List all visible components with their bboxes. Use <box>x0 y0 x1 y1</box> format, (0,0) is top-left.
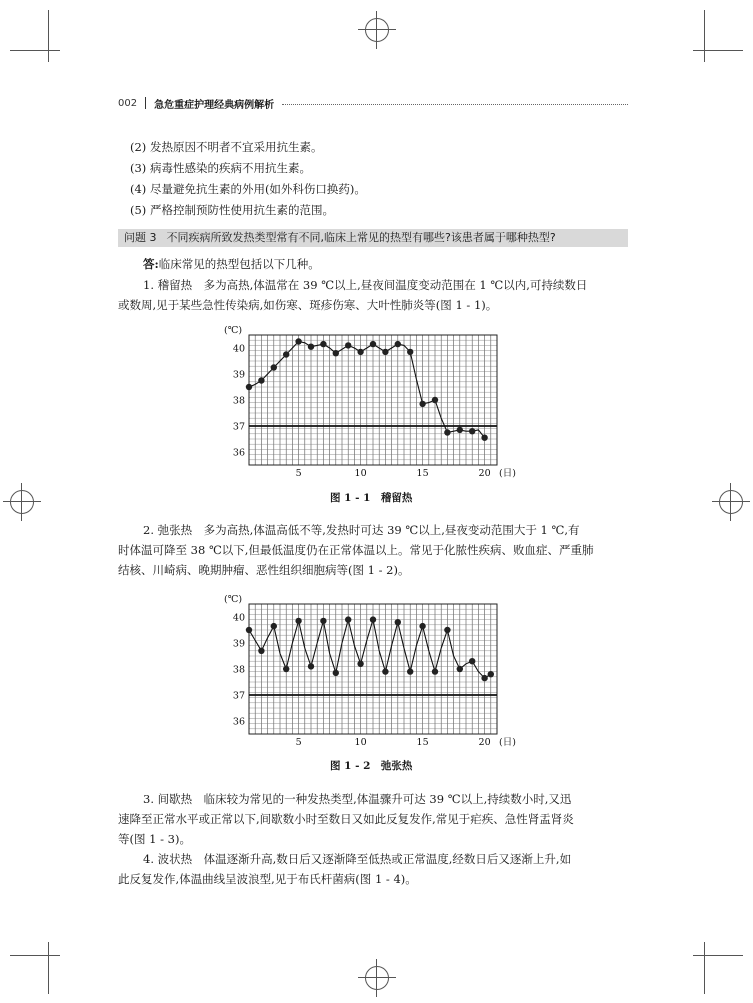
paragraph-line: 结核、川崎病、晚期肿瘤、恶性组织细胞病等(图 1 - 2)。 <box>118 563 410 577</box>
crop-mark <box>48 10 49 62</box>
x-axis-label: (日) <box>499 468 516 479</box>
header-separator <box>145 97 146 109</box>
y-tick-label: 38 <box>232 664 245 676</box>
data-point <box>271 364 277 370</box>
data-point <box>283 666 289 672</box>
page-number: 002 <box>118 97 138 109</box>
data-point <box>419 401 425 407</box>
data-point <box>370 341 376 347</box>
paragraph-line: 速降至正常水平或正常以下,间歇数小时至数日又如此反复发作,常见于疟疾、急性肾盂肾炎 <box>118 812 574 826</box>
data-point <box>258 648 264 654</box>
data-point <box>469 428 475 434</box>
data-point <box>382 349 388 355</box>
x-tick-label: 15 <box>416 737 429 748</box>
list-item: (4) 尽量避免抗生素的外用(如外科伤口换药)。 <box>130 182 366 196</box>
data-point <box>488 671 494 677</box>
data-point <box>395 341 401 347</box>
registration-mark-left <box>10 490 34 514</box>
x-tick-label: 20 <box>478 468 491 479</box>
y-tick-label: 39 <box>232 369 245 381</box>
data-point <box>444 627 450 633</box>
x-tick-label: 10 <box>354 737 367 748</box>
list-item: (5) 严格控制预防性使用抗生素的范围。 <box>130 203 334 217</box>
data-point <box>333 670 339 676</box>
data-point <box>432 668 438 674</box>
x-tick-label: 10 <box>354 468 367 479</box>
data-point <box>395 619 401 625</box>
paragraph-line: 1. 稽留热 多为高热,体温常在 39 ℃以上,昼夜间温度变动范围在 1 ℃以内,可持续数日 <box>143 278 588 292</box>
chart-remittent-continuous <box>222 323 516 483</box>
data-point <box>481 675 487 681</box>
paragraph-line: 4. 波状热 体温逐渐升高,数日后又逐渐降至低热或正常温度,经数日后又逐渐上升,如 <box>143 852 572 866</box>
crop-mark <box>10 955 60 956</box>
answer-text: 临床常见的热型包括以下几种。 <box>158 257 320 271</box>
y-tick-label: 39 <box>232 638 245 650</box>
crop-mark <box>693 955 743 956</box>
y-tick-label: 36 <box>232 716 245 728</box>
question-text: 不同疾病所致发热类型常有不同,临床上常见的热型有哪些?该患者属于哪种热型? <box>166 231 556 244</box>
running-header <box>118 96 628 110</box>
answer-label: 答: <box>143 257 159 271</box>
data-point <box>308 663 314 669</box>
y-tick-label: 37 <box>232 421 245 433</box>
y-tick-label: 38 <box>232 395 245 407</box>
x-tick-label: 15 <box>416 468 429 479</box>
list-item: (2) 发热原因不明者不宜采用抗生素。 <box>130 140 323 154</box>
data-point <box>357 349 363 355</box>
data-point <box>457 427 463 433</box>
paragraph-line: 此反复发作,体温曲线呈波浪型,见于布氏杆菌病(图 1 - 4)。 <box>118 872 417 886</box>
data-point <box>308 344 314 350</box>
data-point <box>271 623 277 629</box>
data-point <box>246 627 252 633</box>
y-tick-label: 40 <box>232 612 245 624</box>
registration-mark-bottom <box>365 966 389 990</box>
data-point <box>457 666 463 672</box>
paragraph-line: 或数周,见于某些急性传染病,如伤寒、斑疹伤寒、大叶性肺炎等(图 1 - 1)。 <box>118 298 498 312</box>
registration-mark-top <box>365 18 389 42</box>
list-item: (3) 病毒性感染的疾病不用抗生素。 <box>130 161 311 175</box>
data-point <box>357 661 363 667</box>
y-axis-label: (℃) <box>224 325 243 336</box>
crop-mark <box>704 10 705 62</box>
data-point <box>246 384 252 390</box>
crop-mark <box>693 50 743 51</box>
answer-line <box>143 256 320 272</box>
figure-caption: 图 1 - 1 稽留热 <box>330 492 413 504</box>
data-point <box>407 668 413 674</box>
data-point <box>345 616 351 622</box>
data-point <box>481 435 487 441</box>
data-point <box>333 350 339 356</box>
data-point <box>345 342 351 348</box>
paragraph-line: 等(图 1 - 3)。 <box>118 832 191 846</box>
chart-remittent <box>222 592 516 752</box>
paragraph-line: 2. 弛张热 多为高热,体温高低不等,发热时可达 39 ℃以上,昼夜变动范围大于 1 ℃,有 <box>143 523 580 537</box>
x-tick-label: 5 <box>295 737 302 748</box>
data-point <box>419 623 425 629</box>
y-tick-label: 40 <box>232 343 245 355</box>
registration-mark-right <box>719 490 743 514</box>
y-axis-label: (℃) <box>224 594 243 605</box>
crop-mark <box>48 942 49 994</box>
data-point <box>407 349 413 355</box>
paragraph-line: 3. 间歇热 临床较为常见的一种发热类型,体温骤升可达 39 ℃以上,持续数小时,又迅 <box>143 792 572 806</box>
data-point <box>320 618 326 624</box>
paragraph-line: 时体温可降至 38 ℃以下,但最低温度仍在正常体温以上。常见于化脓性疾病、败血症、严重肺 <box>118 543 594 557</box>
crop-mark <box>704 942 705 994</box>
data-point <box>295 338 301 344</box>
data-point <box>370 616 376 622</box>
book-title: 急危重症护理经典病例解析 <box>154 99 275 111</box>
question-heading <box>118 229 628 247</box>
data-point <box>382 668 388 674</box>
data-point <box>283 351 289 357</box>
header-dotted-rule <box>282 104 628 105</box>
data-point <box>469 658 475 664</box>
x-axis-label: (日) <box>499 737 516 748</box>
data-point <box>444 429 450 435</box>
y-tick-label: 37 <box>232 690 245 702</box>
y-tick-label: 36 <box>232 447 245 459</box>
crop-mark <box>10 50 60 51</box>
figure-caption: 图 1 - 2 弛张热 <box>330 760 413 772</box>
data-point <box>320 341 326 347</box>
data-point <box>295 618 301 624</box>
data-point <box>258 377 264 383</box>
x-tick-label: 5 <box>295 468 302 479</box>
x-tick-label: 20 <box>478 737 491 748</box>
question-number: 问题 3 <box>124 231 157 244</box>
data-point <box>432 397 438 403</box>
